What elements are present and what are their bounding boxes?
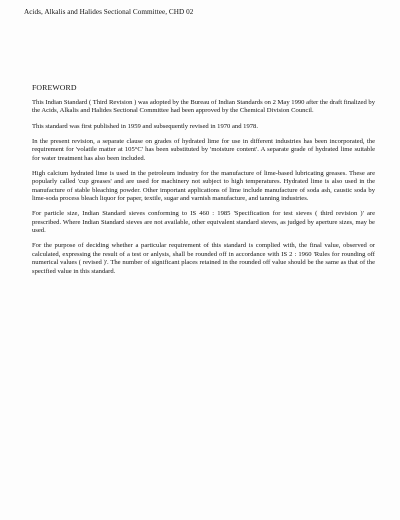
paragraph-rounding-off: For the purpose of deciding whether a particular requirement of this standard is complied with, the final value, observed or calculated, expressing the result of a test or anlysis, shall be rounded off in accordance with IS 2 : 1960 'Rules for rounding off numerical values ( revised )'. The number of significant places retained in the rounded off value should be the same as that of the specified value in this standard. [32,242,375,275]
paragraph-present-revision: In the present revision, a separate clause on grades of hydrated lime for use in different industries has been incorporated, the requirement for 'volatile matter at 105°C' has been substituted by 'moisture content'. A separate grade of hydrated lime suitable for water treatment has also been included. [32,138,375,162]
foreword-body [32,99,375,283]
paragraph-adoption: This Indian Standard ( Third Revision ) was adopted by the Bureau of Indian Standards on 2 May 1990 after the draft finalized by the Acids, Alkalis and Halides Sectional Committee had been approved by the Chemical Division Council. [32,99,375,115]
paragraph-particle-size: For particle size, Indian Standard sieves conforming to IS 460 : 1985 'Specification for test sieves ( third revision )' are prescribed. Where Indian Standard sieves are not available, other equivalent standard sieves, as judged by aperture sizes, may be used. [32,210,375,235]
committee-header: Acids, Alkalis and Halides Sectional Committee, CHD 02 [24,8,194,16]
paragraph-applications: High calcium hydrated lime is used in the petroleum industry for the manufacture of lime-based lubricating greases. These are popularly called 'cup greases' and are used for machinery not subject to high temperatures. Hydrated lime is also used in the manufacture of stable bleaching powder. Other important applications of lime include manufacture of soda ash, caustic soda by lime-soda process bleach liquor for paper, textile, sugar and varnish manufacture, and tanning industries. [32,170,375,203]
foreword-heading: FOREWORD [32,83,77,92]
paragraph-publication-history: This standard was first published in 1959 and subsequently revised in 1970 and 1978. [32,122,258,130]
